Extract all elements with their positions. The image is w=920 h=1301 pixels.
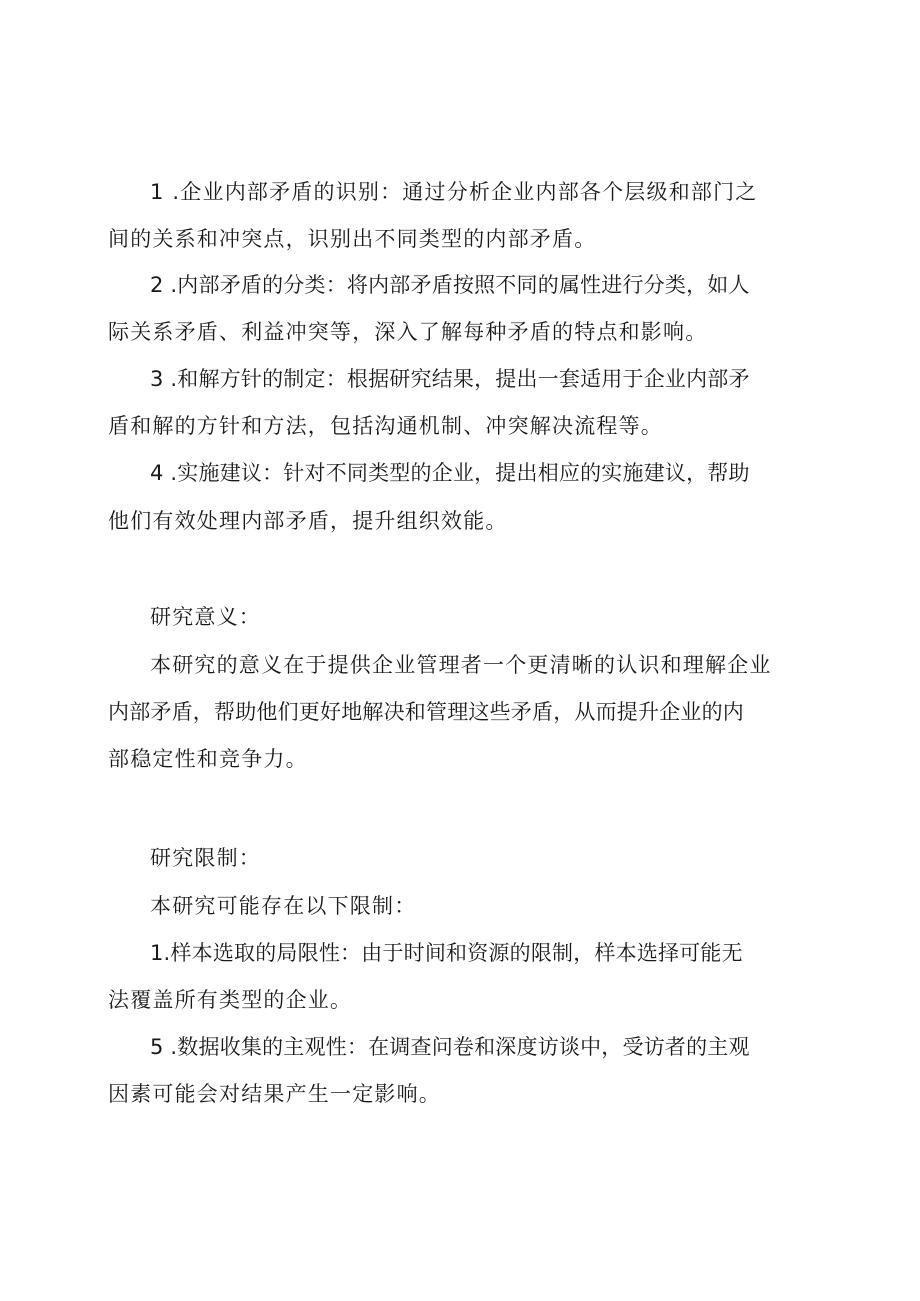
paragraph-line: 部稳定性和竞争力。 — [108, 747, 308, 771]
list-item-line: 间的关系和冲突点，识别出不同类型的内部矛盾。 — [108, 227, 597, 251]
list-item-line: 法覆盖所有类型的企业。 — [108, 988, 353, 1012]
paragraph-limitations-intro: 本研究可能存在以下限制： — [150, 894, 417, 918]
list-item-line: 盾和解的方针和方法，包括沟通机制、冲突解决流程等。 — [108, 414, 663, 438]
section-heading-significance: 研究意义： — [150, 605, 261, 629]
section-heading-limitations: 研究限制： — [150, 846, 261, 870]
list-item-line: 1 .企业内部矛盾的识别：通过分析企业内部各个层级和部门之 — [150, 180, 758, 204]
list-item-line: 1.样本选取的局限性：由于时间和资源的限制，样本选择可能无 — [150, 941, 743, 965]
list-item-line: 2 .内部矛盾的分类：将内部矛盾按照不同的属性进行分类，如人 — [150, 273, 750, 297]
paragraph-line: 本研究的意义在于提供企业管理者一个更清晰的认识和理解企业 — [150, 653, 772, 677]
list-item-line: 5 .数据收集的主观性：在调查问卷和深度访谈中，受访者的主观 — [150, 1035, 750, 1059]
list-item-line: 3 .和解方针的制定：根据研究结果，提出一套适用于企业内部矛 — [150, 367, 750, 391]
paragraph-line: 内部矛盾，帮助他们更好地解决和管理这些矛盾，从而提升企业的内 — [108, 700, 744, 724]
list-item-line: 他们有效处理内部矛盾，提升组织效能。 — [108, 509, 508, 533]
list-item-line: 际关系矛盾、利益冲突等，深入了解每种矛盾的特点和影响。 — [108, 320, 708, 344]
list-item-line: 4 .实施建议：针对不同类型的企业，提出相应的实施建议，帮助 — [150, 461, 750, 485]
list-item-line: 因素可能会对结果产生一定影响。 — [108, 1082, 441, 1106]
